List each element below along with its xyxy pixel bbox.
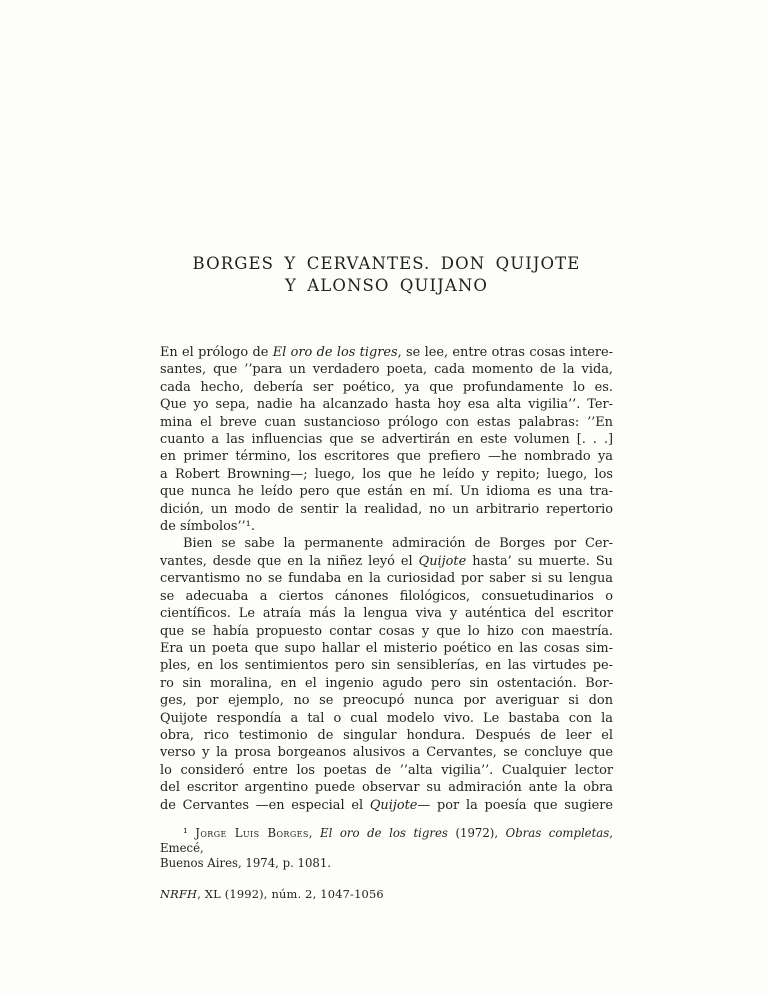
- text-segment: de Cervantes —en especial el: [160, 797, 370, 813]
- text-line: [160, 414, 613, 431]
- text-line: [160, 762, 613, 779]
- text-line: [160, 518, 613, 535]
- text-segment: ¹: [183, 825, 196, 840]
- text-segment: obra, rico testimonio de singular hondura. Después de leer el: [160, 727, 613, 743]
- text-segment: Era un poeta que supo hallar el misterio poético en las cosas sim-: [160, 640, 613, 656]
- text-segment: Que yo sepa, nadie ha alcanzado hasta hoy esa alta vigilia’’. Ter-: [160, 397, 613, 413]
- text-segment: Quijote respondía a tal o cual modelo vivo. Le bastaba con la: [160, 710, 613, 726]
- text-line: [160, 483, 613, 500]
- italic-text: El oro de los tigres: [272, 345, 398, 360]
- text-segment: se adecuaba a ciertos cánones filológicos, consuetudinarios o: [160, 588, 613, 604]
- text-segment: del escritor argentino puede observar su admiración ante la obra: [160, 780, 613, 796]
- text-line: [160, 570, 613, 587]
- text-segment: Bien se sabe la permanente admiración de Borges por Cer-: [183, 536, 613, 552]
- text-line: [160, 344, 613, 361]
- text-segment: Buenos Aires, 1974, p. 1081.: [160, 856, 331, 871]
- text-line: [160, 379, 613, 396]
- text-segment: (1972),: [447, 825, 506, 840]
- text-line: [160, 675, 613, 692]
- text-line: [160, 657, 613, 674]
- text-line: [160, 727, 613, 744]
- text-segment: , XL (1992), núm. 2, 1047-1056: [197, 886, 384, 901]
- footnote-line: [160, 826, 613, 856]
- title-line-1: BORGES Y CERVANTES. DON QUIJOTE: [192, 254, 581, 273]
- text-segment: científicos. Le atraía más la lengua viva y auténtica del escritor: [160, 606, 613, 622]
- journal-citation-line: [160, 887, 613, 901]
- text-line: [160, 448, 613, 465]
- italic-text: Quijote: [418, 553, 467, 569]
- text-segment: que se había propuesto contar cosas y que lo hizo con maestría.: [160, 623, 613, 639]
- text-segment: cervantismo no se fundaba en la curiosidad por saber si su lengua: [160, 571, 613, 587]
- text-line: [160, 588, 613, 605]
- text-line: [160, 501, 613, 518]
- article-body: [160, 344, 613, 814]
- text-line: [160, 605, 613, 622]
- text-segment: cada hecho, debería ser poético, ya que profundamente lo es.: [160, 379, 613, 395]
- italic-text: Quijote: [369, 797, 418, 813]
- text-segment: cuanto a las influencias que se advertirán en este volumen [. . .]: [160, 432, 613, 448]
- article-title: [160, 253, 613, 296]
- text-line: [160, 361, 613, 378]
- text-segment: En el prólogo de: [160, 345, 273, 360]
- text-segment: mina el breve cuan sustancioso prólogo con estas palabras: ’’En: [160, 414, 613, 430]
- text-line: [160, 710, 613, 727]
- text-line: [160, 779, 613, 796]
- text-line: [160, 640, 613, 657]
- text-segment: ,: [308, 825, 321, 840]
- text-segment: ro sin moralina, en el ingenio agudo pero sin ostentación. Bor-: [160, 675, 613, 691]
- smallcaps-author-name: Jorge Luis Borges: [195, 825, 309, 840]
- text-segment: a Robert Browning—; luego, los que he leído y repito; luego, los: [160, 466, 613, 482]
- text-segment: en primer término, los escritores que prefiero —he nombrado ya: [160, 449, 613, 465]
- footnote: [160, 826, 613, 872]
- italic-text: Obras completas: [505, 825, 610, 840]
- text-segment: santes, que ’’para un verdadero poeta, cada momento de la vida,: [160, 362, 613, 378]
- italic-text: NRFH: [160, 886, 198, 901]
- footnote-line: [160, 856, 613, 871]
- text-segment: de símbolos’’¹.: [160, 519, 255, 535]
- text-line: [160, 466, 613, 483]
- text-segment: verso y la prosa borgeanos alusivos a Cervantes, se concluye que: [160, 745, 613, 761]
- text-line: [160, 553, 613, 570]
- title-line-2: Y ALONSO QUIJANO: [284, 275, 489, 295]
- text-line: [160, 692, 613, 709]
- text-segment: ges, por ejemplo, no se preocupó nunca por averiguar si don: [160, 693, 613, 709]
- text-segment: lo consideró entre los poetas de ’’alta vigilia’’. Cualquier lector: [160, 762, 613, 778]
- text-line: [160, 396, 613, 413]
- text-segment: que nunca he leído pero que están en mí. Un idioma es una tra-: [160, 484, 613, 500]
- text-segment: hasta’ su muerte. Su: [466, 553, 613, 569]
- text-column: [160, 253, 613, 901]
- italic-text: El oro de los tigres: [320, 825, 448, 840]
- journal-footer: [160, 887, 613, 901]
- text-line: [160, 744, 613, 761]
- text-segment: , Emecé,: [160, 825, 613, 856]
- text-segment: , se lee, entre otras cosas intere-: [397, 345, 613, 360]
- text-segment: ples, en los sentimientos pero sin sensiblerías, en las virtudes pe-: [160, 658, 613, 674]
- text-line: [160, 623, 613, 640]
- text-line: [160, 431, 613, 448]
- text-segment: — por la poesía que sugiere: [417, 797, 613, 813]
- text-line: [160, 797, 613, 814]
- text-segment: vantes, desde que en la niñez leyó el: [160, 553, 419, 569]
- text-segment: dición, un modo de sentir la realidad, no un arbitrario repertorio: [160, 501, 613, 517]
- text-line: [160, 535, 613, 552]
